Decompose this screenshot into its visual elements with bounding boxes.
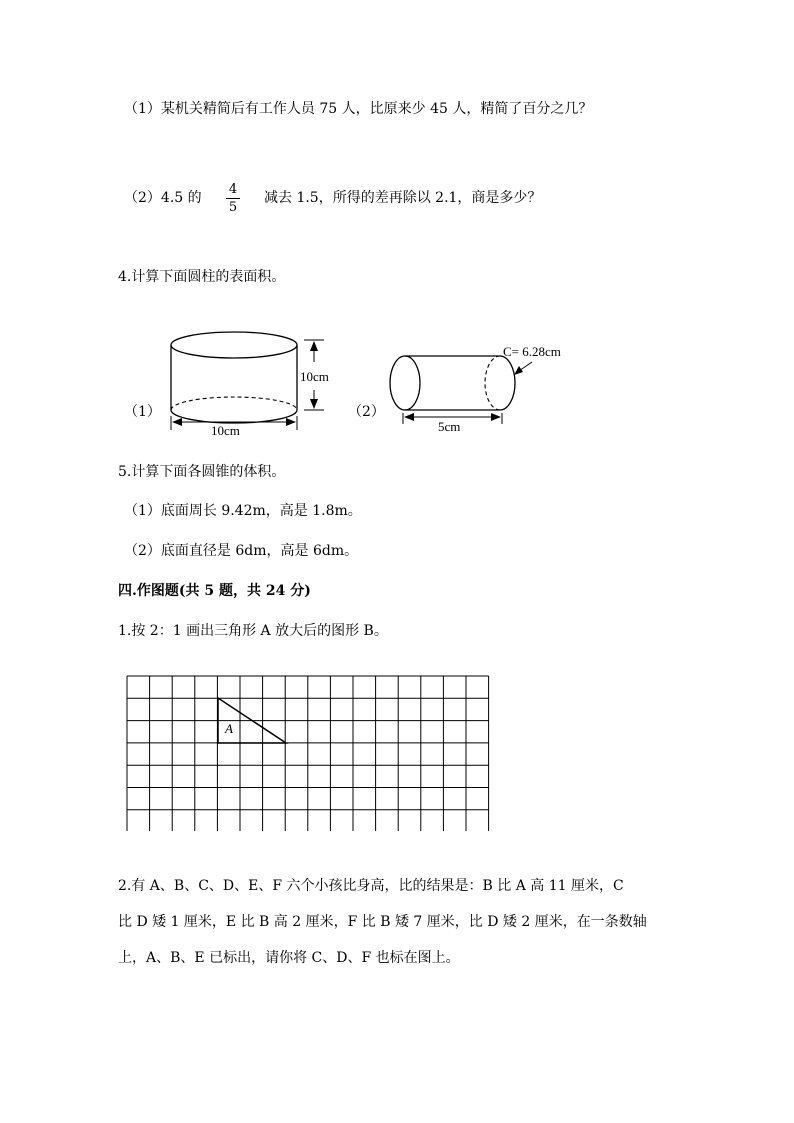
square-grid bbox=[125, 675, 491, 831]
cylinder-figures bbox=[110, 320, 590, 445]
cyl1-diameter-label: 10cm bbox=[211, 423, 240, 438]
q4-title: 4.计算下面圆柱的表面积。 bbox=[118, 269, 286, 285]
cyl2-circumference-label: C= 6.28cm bbox=[503, 344, 561, 359]
cylinder-horizontal bbox=[390, 356, 532, 424]
draw-q1-title: 1.按 2：1 画出三角形 A 放大后的图形 B。 bbox=[118, 623, 388, 639]
fraction-four-fifths bbox=[226, 182, 240, 215]
q5-item-2: （2）底面直径是 6dm，高是 6dm。 bbox=[124, 543, 359, 559]
fraction-numerator: 4 bbox=[228, 182, 238, 197]
q5-item-1: （1）底面周长 9.42m，高是 1.8m。 bbox=[124, 503, 362, 519]
question-percent: （1）某机关精简后有工作人员 75 人，比原来少 45 人，精简了百分之几？ bbox=[124, 101, 593, 117]
draw-q2-line-1: 2.有 A、B、C、D、E、F 六个小孩比身高，比的结果是：B 比 A 高 11 厘米，C bbox=[118, 878, 624, 894]
question-fraction-suffix: 减去 1.5，所得的差再除以 2.1，商是多少？ bbox=[264, 190, 542, 206]
draw-q2-line-2: 比 D 矮 1 厘米，E 比 B 高 2 厘米，F 比 B 矮 7 厘米，比 D 矮 2 厘米，在一条数轴 bbox=[118, 914, 647, 930]
cylinder-label-2: （2） bbox=[348, 404, 385, 420]
section-heading: 四.作图题(共 5 题，共 24 分) bbox=[118, 583, 311, 599]
fraction-denominator: 5 bbox=[228, 200, 238, 215]
question-fraction-prefix: （2）4.5 的 bbox=[124, 190, 202, 206]
triangle-label: A bbox=[225, 721, 233, 736]
q5-title: 5.计算下面各圆锥的体积。 bbox=[118, 464, 286, 480]
cylinder-label-1: （1） bbox=[124, 404, 161, 420]
cyl2-length-label: 5cm bbox=[438, 419, 461, 434]
draw-q2-line-3: 上，A、B、E 已标出，请你将 C、D、F 也标在图上。 bbox=[118, 950, 460, 966]
cyl1-height-label: 10cm bbox=[300, 369, 329, 384]
